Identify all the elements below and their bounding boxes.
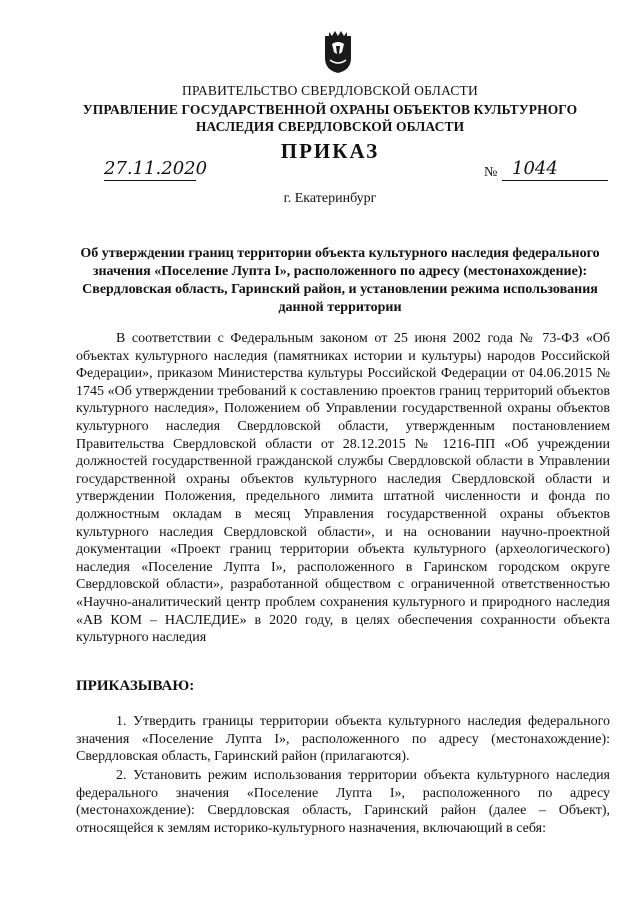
coat-of-arms-icon [323,30,353,74]
order-number: 1044 [502,158,608,181]
number-label: № [484,165,498,180]
document-type: ПРИКАЗ [280,139,380,163]
department-name: УПРАВЛЕНИЕ ГОСУДАРСТВЕННОЙ ОХРАНЫ ОБЪЕКТОВ КУЛЬТУРНОГО НАСЛЕДИЯ СВЕРДЛОВСКОЙ ОБЛАСТИ [82,102,578,134]
order-item-2: 2. Установить режим использования территории объекта культурного наследия федерального значения «Поселение Лупта I», расположенного по адресу (местонахождение): Свердловская область, Гаринский район (далее – Объект), относящейся к землям историко-культурного назначения, включающий в себя: [76,768,610,836]
order-heading: ПРИКАЗЫВАЮ: [76,678,195,694]
order-item-1: 1. Утвердить границы территории объекта культурного наследия федерального значения «Поселение Лупта I», расположенного по адресу (местонахождение): Свердловская область, Гаринский район (прилагаются). [76,714,610,765]
government-name: ПРАВИТЕЛЬСТВО СВЕРДЛОВСКОЙ ОБЛАСТИ [182,83,478,98]
order-date: 27.11.2020 [104,158,208,179]
preamble-paragraph: В соответствии с Федеральным законом от 25 июня 2002 года № 73-ФЗ «Об объектах культурного наследия (памятниках истории и культуры) народов Российской Федерации», приказом Министерства культуры Российской Федерации от 04.06.2015 № 1745 «Об утверждении требований к составлению проектов границ территорий объектов культурного наследия», Положением об Управлении государственной охраны объектов культурного наследия Свердловской области, утвержденным постановлением Правительства Свердловской области от 28.12.2015 № 1216-ПП «Об учреждении должностей государственной гражданской службы Свердловской области в Управлении государственной охраны объектов культурного наследия Свердловской области и утверждении Положения, предельного лимита штатной численности и фонда по должностным окладам в месяц Управления государственной охраны объектов культурного наследия Свердловской области», и на основании научно-проектной документации «Проект границ территории объекта культурного (археологического) наследия «Поселение Лупта I», расположенного в Гаринском городском округе Свердловской области», разработанной обществом с ограниченной ответственностью «Научно-аналитический центр проблем сохранения культурного и природного наследия «АВ КОМ – НАСЛЕДИЕ» в 2020 году, в целях обеспечения сохранности объекта культурного наследия [76,331,610,646]
city: г. Екатеринбург [283,191,377,206]
document-title: Об утверждении границ территории объекта культурного наследия федерального значения «Поселение Лупта I», расположенного по адресу (местонахождение): Свердловская область, Гаринский район, и установлении режима использования данной территории [80,246,600,315]
